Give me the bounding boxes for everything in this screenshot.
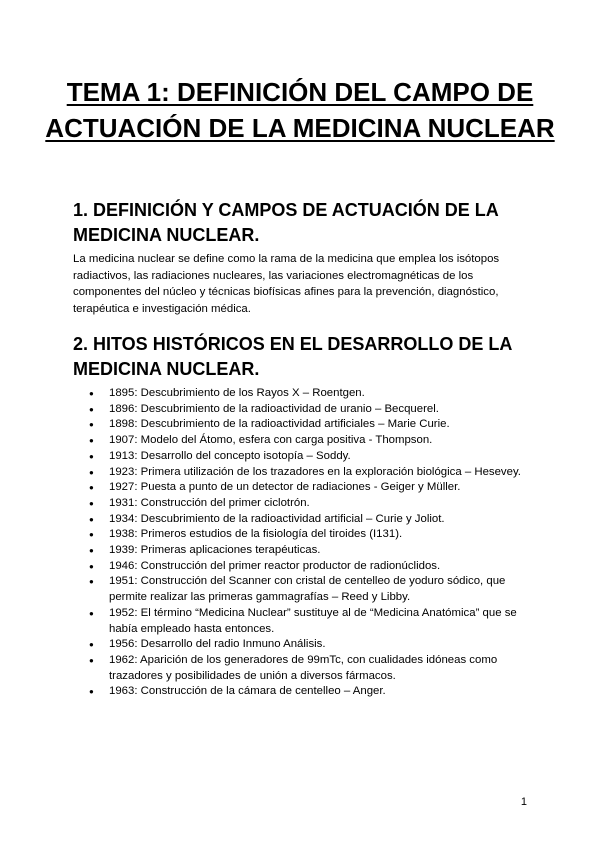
list-item-text: 1951: Construcción del Scanner con cristal de centelleo de yoduro sódico, que permite realizar las primeras gammagrafías – Reed y Libby.	[109, 575, 506, 604]
list-item	[73, 496, 543, 512]
list-item	[73, 433, 543, 449]
list-item-text: 1923: Primera utilización de los trazadores en la exploración biológica – Hesevey.	[109, 465, 521, 478]
bullet-icon: ●	[89, 546, 94, 556]
bullet-icon: ●	[89, 404, 94, 414]
bullet-icon: ●	[89, 687, 94, 697]
list-item-text: 1938: Primeros estudios de la fisiología del tiroides (I131).	[109, 528, 403, 541]
list-item	[73, 480, 543, 496]
list-item	[73, 417, 543, 433]
bullet-icon: ●	[89, 640, 94, 650]
bullet-icon: ●	[89, 608, 94, 618]
bullet-icon: ●	[89, 451, 94, 461]
bullet-icon: ●	[89, 530, 94, 540]
section-heading-milestones: 2. HITOS HISTÓRICOS EN EL DESARROLLO DE LA MEDICINA NUCLEAR.	[73, 334, 512, 379]
bullet-icon: ●	[89, 483, 94, 493]
list-item-text: 1907: Modelo del Átomo, esfera con carga positiva - Thompson.	[109, 434, 433, 447]
list-item	[73, 386, 543, 402]
list-item	[73, 637, 543, 653]
bullet-icon: ●	[89, 389, 94, 398]
milestones-list	[73, 386, 543, 700]
bullet-icon: ●	[89, 514, 94, 524]
list-item-text: 1962: Aparición de los generadores de 99mTc, con cualidades idóneas como trazadores y posibilidades de unión a diversos fármacos.	[109, 653, 498, 682]
list-item	[73, 559, 543, 575]
list-item-text: 1931: Construcción del primer ciclotrón.	[109, 496, 310, 509]
bullet-icon: ●	[89, 436, 94, 446]
list-item	[73, 574, 543, 605]
list-item	[73, 402, 543, 418]
list-item-text: 1927: Puesta a punto de un detector de radiaciones - Geiger y Müller.	[109, 481, 461, 494]
list-item-text: 1896: Descubrimiento de la radioactividad de uranio – Becquerel.	[109, 402, 439, 415]
bullet-icon: ●	[89, 561, 94, 571]
list-item	[73, 684, 543, 700]
list-item-text: 1934: Descubrimiento de la radioactividad artificial – Curie y Joliot.	[109, 512, 445, 525]
list-item	[73, 606, 543, 637]
bullet-icon: ●	[89, 467, 94, 477]
list-item-text: 1939: Primeras aplicaciones terapéuticas.	[109, 544, 321, 557]
list-item-text: 1946: Construcción del primer reactor productor de radionúclidos.	[109, 559, 441, 572]
definition-paragraph: La medicina nuclear se define como la rama de la medicina que emplea los isótopos radiactivos, las radiaciones nucleares, las variaciones electromagnéticas de los componentes del núcleo y técnicas biofísicas afines para la prevención, diagnóstico, terapéutica e investigación médica.	[73, 253, 500, 315]
list-item	[73, 653, 543, 684]
list-item	[73, 527, 543, 543]
list-item-text: 1895: Descubrimiento de los Rayos X – Roentgen.	[109, 387, 365, 399]
list-item	[73, 465, 543, 481]
bullet-icon: ●	[89, 655, 94, 665]
list-item-text: 1913: Desarrollo del concepto isotopía – Soddy.	[109, 449, 351, 462]
list-item-text: 1952: El término “Medicina Nuclear” sustituye al de “Medicina Anatómica” que se había empleado hasta entonces.	[109, 606, 517, 635]
list-item	[73, 449, 543, 465]
bullet-icon: ●	[89, 498, 94, 508]
page-title: TEMA 1: DEFINICIÓN DEL CAMPO DE ACTUACIÓN DE LA MEDICINA NUCLEAR	[45, 77, 555, 143]
list-item-text: 1963: Construcción de la cámara de centelleo – Anger.	[109, 685, 386, 698]
bullet-icon: ●	[89, 420, 94, 430]
section-heading-definition: 1. DEFINICIÓN Y CAMPOS DE ACTUACIÓN DE LA MEDICINA NUCLEAR.	[73, 200, 499, 245]
list-item-text: 1956: Desarrollo del radio Inmuno Análisis.	[109, 638, 326, 651]
list-item	[73, 543, 543, 559]
list-item-text: 1898: Descubrimiento de la radioactividad artificiales – Marie Curie.	[109, 418, 450, 431]
page-number: 1	[520, 796, 527, 808]
bullet-icon: ●	[89, 577, 94, 587]
list-item	[73, 512, 543, 528]
